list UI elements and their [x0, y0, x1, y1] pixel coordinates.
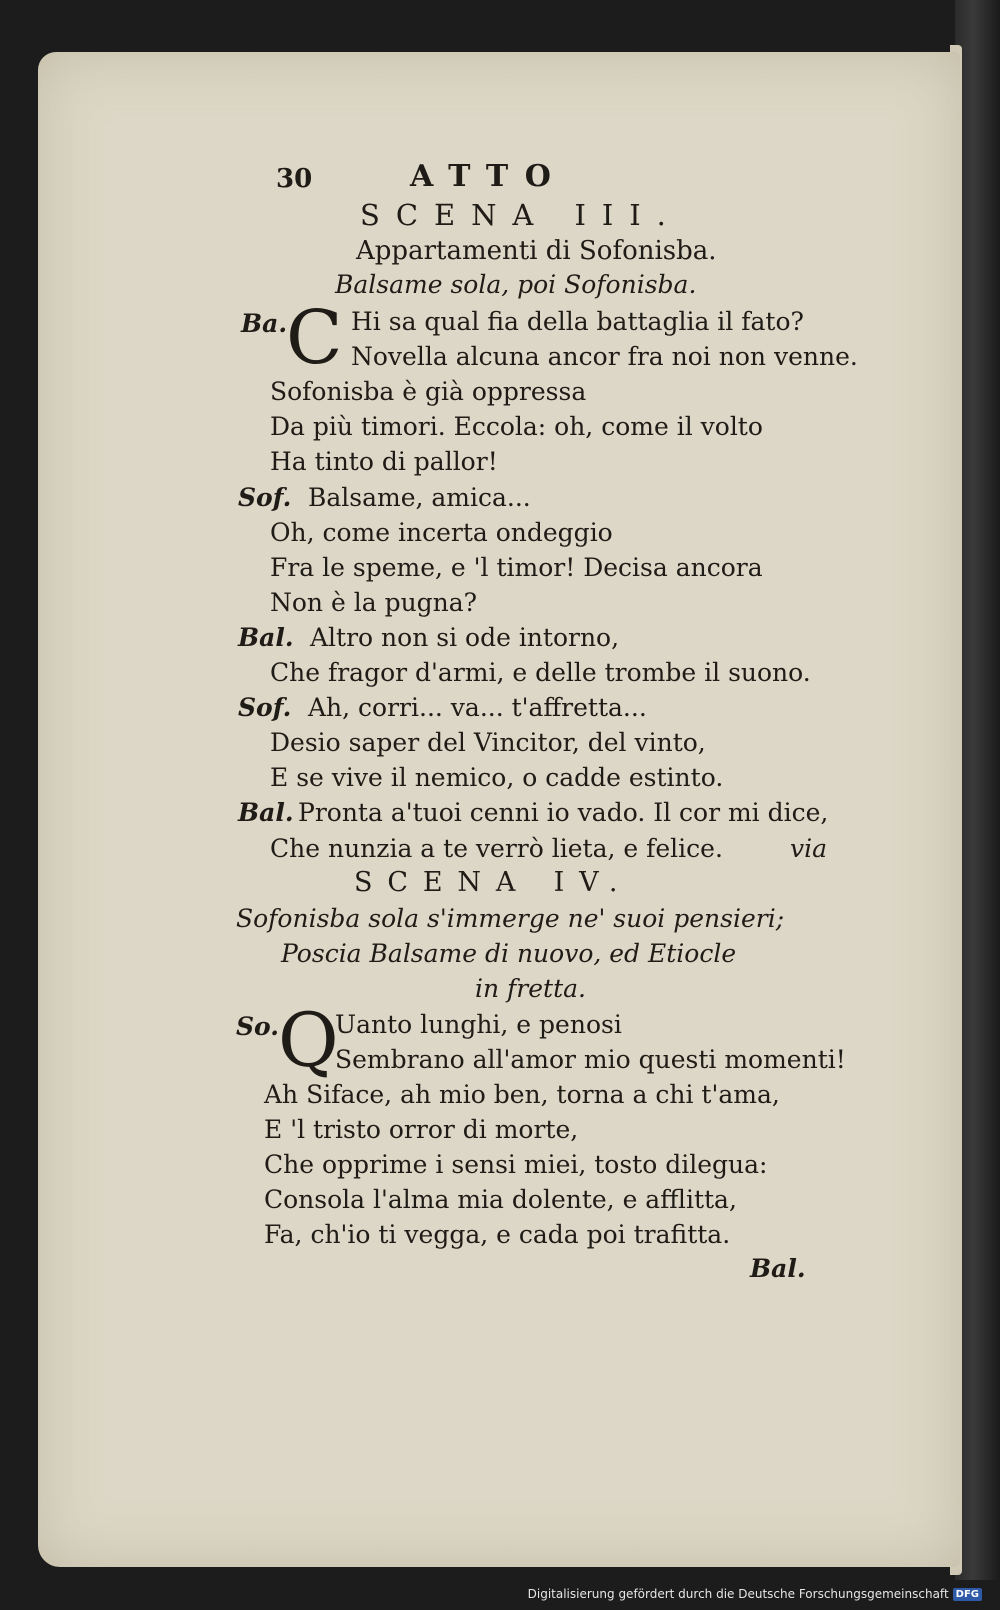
verse-line: Fa, ch'io ti vegga, e cada poi trafitta. [264, 1220, 731, 1249]
speaker-label: Bal. [238, 623, 294, 652]
scene-heading-4: SCENA IV. [354, 867, 633, 898]
drop-cap: Q [278, 998, 339, 1084]
dfg-logo: DFG [953, 1588, 982, 1601]
stage-direction: Poscia Balsame di nuovo, ed Etiocle [281, 939, 737, 968]
verse-line: Desio saper del Vincitor, del vinto, [270, 728, 706, 757]
verse-line: Non è la pugna? [270, 588, 478, 617]
verse-line: Balsame, amica... [308, 483, 531, 512]
verse-line: Ah Siface, ah mio ben, torna a chi t'ama, [264, 1080, 780, 1109]
verse-line: E 'l tristo orror di morte, [264, 1115, 579, 1144]
scene-persons: Balsame sola, poi Sofonisba. [335, 270, 697, 299]
stage-direction: in fretta. [475, 974, 586, 1003]
verse-line: Ah, corri... va... t'affretta... [308, 693, 647, 722]
drop-cap: C [286, 295, 343, 381]
verse-line: Pronta a'tuoi cenni io vado. Il cor mi dice, [298, 798, 829, 827]
verse-line: Ha tinto di pallor! [270, 447, 498, 476]
catchword: Bal. [750, 1254, 806, 1283]
verse-line: Che nunzia a te verrò lieta, e felice. [270, 834, 723, 863]
verse-line: Consola l'alma mia dolente, e afflitta, [264, 1185, 737, 1214]
speaker-label: Sof. [238, 693, 292, 722]
verse-line: Che opprime i sensi miei, tosto dilegua: [264, 1150, 768, 1179]
stage-aside: via [790, 834, 828, 863]
stage-direction: Sofonisba sola s'immerge ne' suoi pensieri; [236, 904, 785, 933]
act-header: ATTO [410, 159, 568, 194]
verse-line: Hi sa qual fia della battaglia il fato? [351, 307, 804, 336]
credit-text: Digitalisierung gefördert durch die Deutsche Forschungsgemeinschaft [527, 1587, 949, 1601]
page-text [38, 52, 960, 1567]
verse-line: Oh, come incerta ondeggio [270, 518, 613, 547]
digitization-credit [528, 1582, 982, 1606]
scene-heading-3: SCENA III. [360, 198, 682, 232]
book-page [38, 52, 960, 1567]
speaker-label: Ba. [241, 309, 288, 338]
verse-line: Uanto lunghi, e penosi [335, 1010, 622, 1039]
page-number: 30 [276, 164, 313, 194]
verse-line: Sembrano all'amor mio questi momenti! [335, 1045, 846, 1074]
speaker-label: So. [236, 1012, 279, 1041]
verse-line: E se vive il nemico, o cadde estinto. [270, 763, 724, 792]
verse-line: Altro non si ode intorno, [310, 623, 620, 652]
speaker-label: Bal. [238, 798, 294, 827]
verse-line: Che fragor d'armi, e delle trombe il suono. [270, 658, 811, 687]
scene-setting: Appartamenti di Sofonisba. [356, 236, 717, 266]
speaker-label: Sof. [238, 483, 292, 512]
verse-line: Novella alcuna ancor fra noi non venne. [351, 342, 858, 371]
verse-line: Fra le speme, e 'l timor! Decisa ancora [270, 553, 763, 582]
verse-line: Sofonisba è già oppressa [270, 377, 587, 406]
verse-line: Da più timori. Eccola: oh, come il volto [270, 412, 763, 441]
